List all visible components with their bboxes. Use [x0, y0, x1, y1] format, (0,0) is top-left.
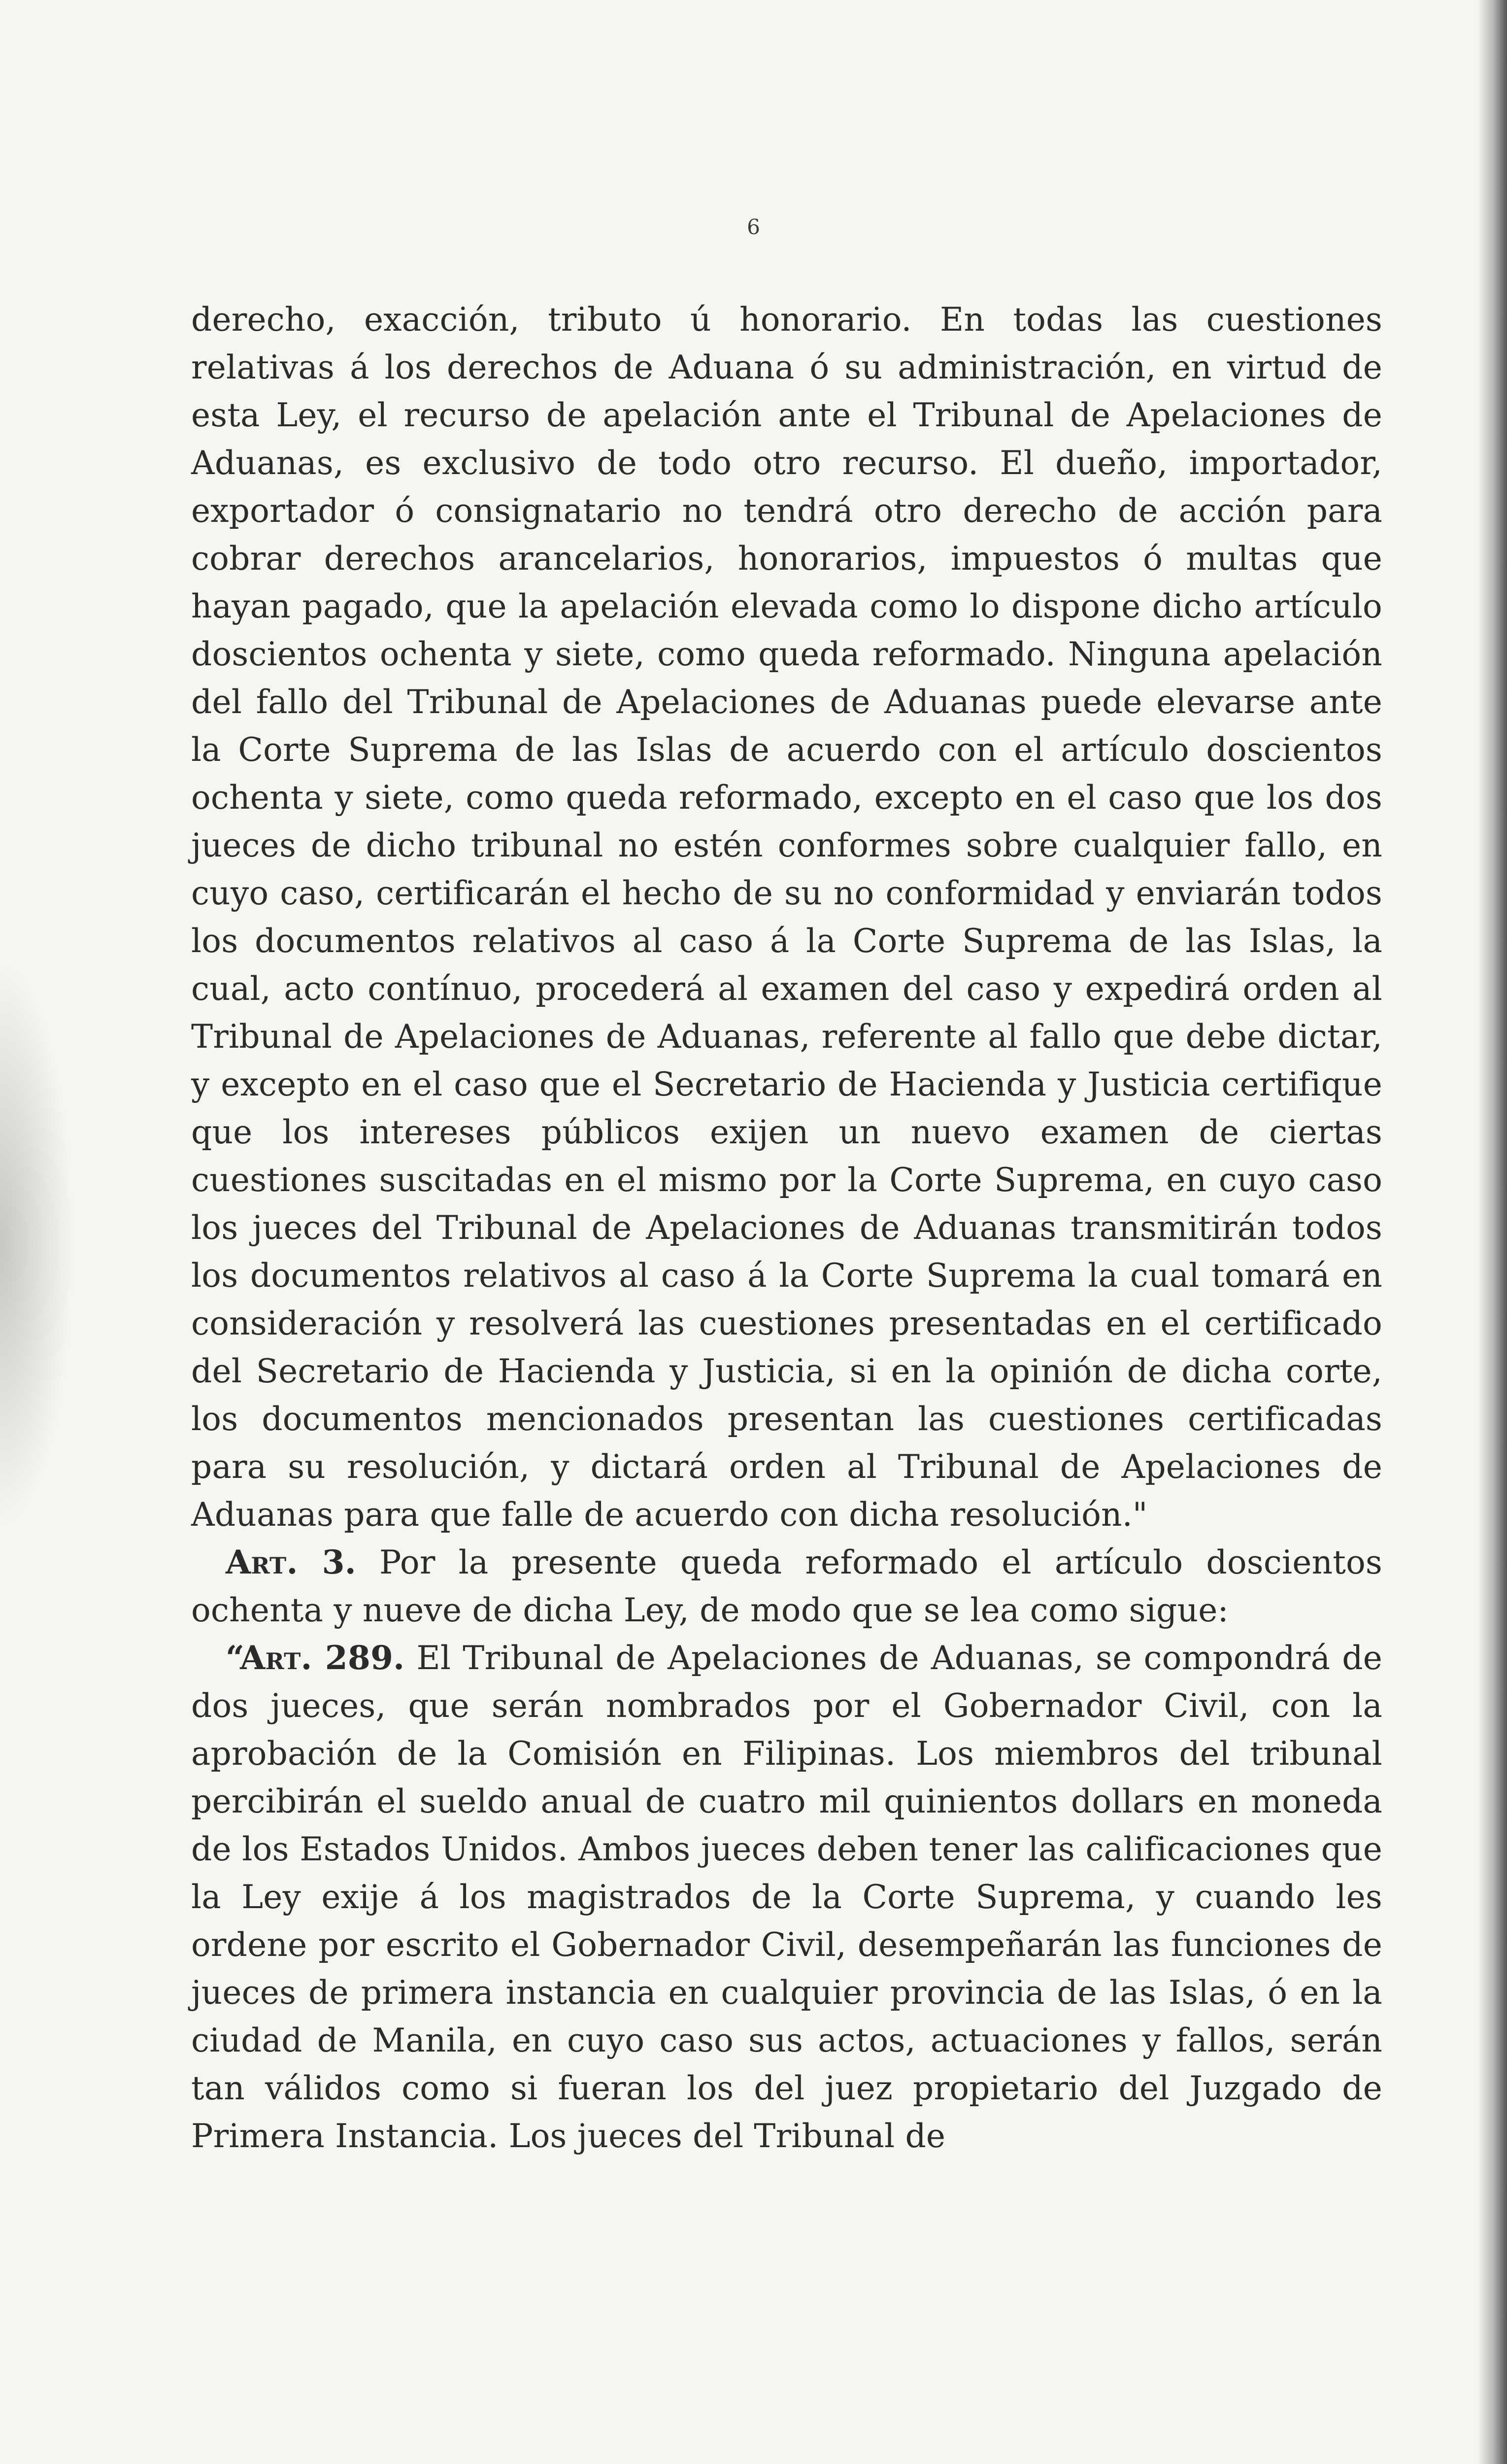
binding-shadow [0, 961, 74, 1528]
page-edge-shadow [1477, 0, 1507, 2464]
page-number: 6 [747, 215, 760, 239]
article-label: Art. 3. [226, 1543, 356, 1581]
body-text [191, 296, 1382, 2160]
paragraph-3-text: El Tribunal de Apelaciones de Aduanas, se compondrá de dos jueces, que serán nombrados por el Gobernador Civil, con la aprobación de la Comisión en Filipinas. Los miembros del tribunal percibirán el sueldo anual de cuatro mil quinientos dollars en moneda de los Estados Unidos. Ambos jueces deben tener las calificaciones que la Ley exije á los magistrados de la Corte Suprema, y cuando les ordene por escrito el Gobernador Civil, desempeñarán las funciones de jueces de primera instancia en cualquier provincia de las Islas, ó en la ciudad de Manila, en cuyo caso sus actos, actuaciones y fallos, serán tan válidos como si fueran los del juez propietario del Juzgado de Primera Instancia. Los jueces del Tribunal de [191, 1639, 1382, 2155]
paragraph-1: derecho, exacción, tributo ú honorario. En todas las cuestiones relativas á los derechos de Aduana ó su administración, en virtud de esta Ley, el recurso de apelación ante el Tribunal de Apelaciones de Aduanas, es exclusivo de todo otro recurso. El dueño, importador, exportador ó consignatario no tendrá otro derecho de acción para cobrar derechos arancelarios, honorarios, impuestos ó multas que hayan pagado, que la apelación elevada como lo dispone dicho artículo doscientos ochenta y siete, como queda reformado. Ninguna apelación del fallo del Tribunal de Apelaciones de Aduanas puede elevarse ante la Corte Suprema de las Islas de acuerdo con el artículo doscientos ochenta y siete, como queda reformado, excepto en el caso que los dos jueces de dicho tribunal no estén conformes sobre cualquier fallo, en cuyo caso, certificarán el hecho de su no conformidad y enviarán todos los documentos relativos al caso á la Corte Suprema de las Islas, la cual, acto contínuo, procederá al examen del caso y expedirá orden al Tribunal de Apelaciones de Aduanas, referente al fallo que debe dictar, y excepto en el caso que el Secretario de Hacienda y Justicia certifique que los intereses públicos exijen un nuevo examen de ciertas cuestiones suscitadas en el mismo por la Corte Suprema, en cuyo caso los jueces del Tribunal de Apelaciones de Aduanas transmitirán todos los documentos relativos al caso á la Corte Suprema la cual tomará en consideración y resolverá las cuestiones presentadas en el certificado del Secretario de Hacienda y Justicia, si en la opinión de dicha corte, los documentos mencionados presentan las cuestiones certificadas para su resolución, y dictará orden al Tribunal de Apelaciones de Aduanas para que falle de acuerdo con dicha resolución." [191, 301, 1382, 1534]
paragraph-3 [191, 1634, 1382, 2160]
paragraph-2 [191, 1539, 1382, 1634]
paragraph-2-text: Por la presente queda reformado el artículo doscientos ochenta y nueve de dicha Ley, de modo que se lea como sigue: [191, 1543, 1382, 1629]
article-label: “Art. 289. [226, 1639, 405, 1677]
